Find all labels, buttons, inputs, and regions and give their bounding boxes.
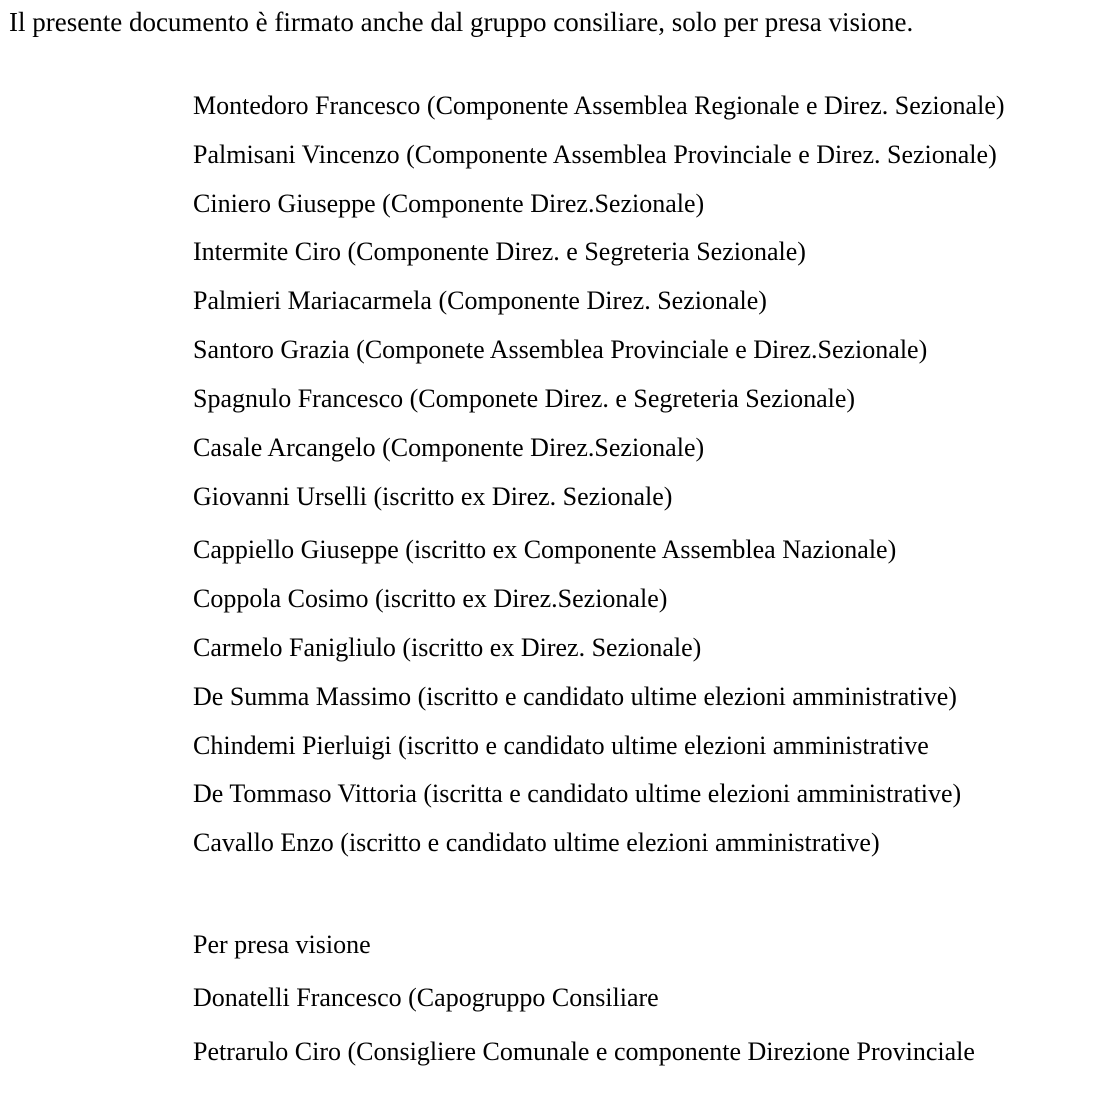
intro-text: Il presente documento è firmato anche dal gruppo consiliare, solo per presa visione. [9,7,914,37]
signatory-line: Spagnulo Francesco (Componete Direz. e Segreteria Sezionale) [193,384,856,413]
signatory-line: De Summa Massimo (iscritto e candidato ultime elezioni amministrative) [193,682,957,711]
signatory-line: Giovanni Urselli (iscritto ex Direz. Sezionale) [193,482,673,511]
presa-visione-heading: Per presa visione [193,930,371,959]
signatory-line: Casale Arcangelo (Componente Direz.Sezionale) [193,433,705,462]
signatory-line: Carmelo Fanigliulo (iscritto ex Direz. Sezionale) [193,633,702,662]
signatory-line: Santoro Grazia (Componete Assemblea Provinciale e Direz.Sezionale) [193,335,928,364]
signatory-line: Coppola Cosimo (iscritto ex Direz.Sezionale) [193,584,668,613]
signatory-line: De Tommaso Vittoria (iscritta e candidato ultime elezioni amministrative) [193,779,962,808]
signatory-line: Palmisani Vincenzo (Componente Assemblea Provinciale e Direz. Sezionale) [193,140,997,169]
presa-visione-signatory: Donatelli Francesco (Capogruppo Consiliare [193,983,659,1012]
signatory-line: Intermite Ciro (Componente Direz. e Segreteria Sezionale) [193,237,806,266]
signatory-line: Chindemi Pierluigi (iscritto e candidato ultime elezioni amministrative [193,731,929,760]
signatory-line: Montedoro Francesco (Componente Assemblea Regionale e Direz. Sezionale) [193,91,1005,120]
signatory-line: Palmieri Mariacarmela (Componente Direz. Sezionale) [193,286,767,315]
signatory-line: Cavallo Enzo (iscritto e candidato ultime elezioni amministrative) [193,828,880,857]
signatory-line: Ciniero Giuseppe (Componente Direz.Sezionale) [193,189,705,218]
signatory-line: Cappiello Giuseppe (iscritto ex Componente Assemblea Nazionale) [193,535,897,564]
presa-visione-signatory: Petrarulo Ciro (Consigliere Comunale e componente Direzione Provinciale [193,1037,975,1066]
